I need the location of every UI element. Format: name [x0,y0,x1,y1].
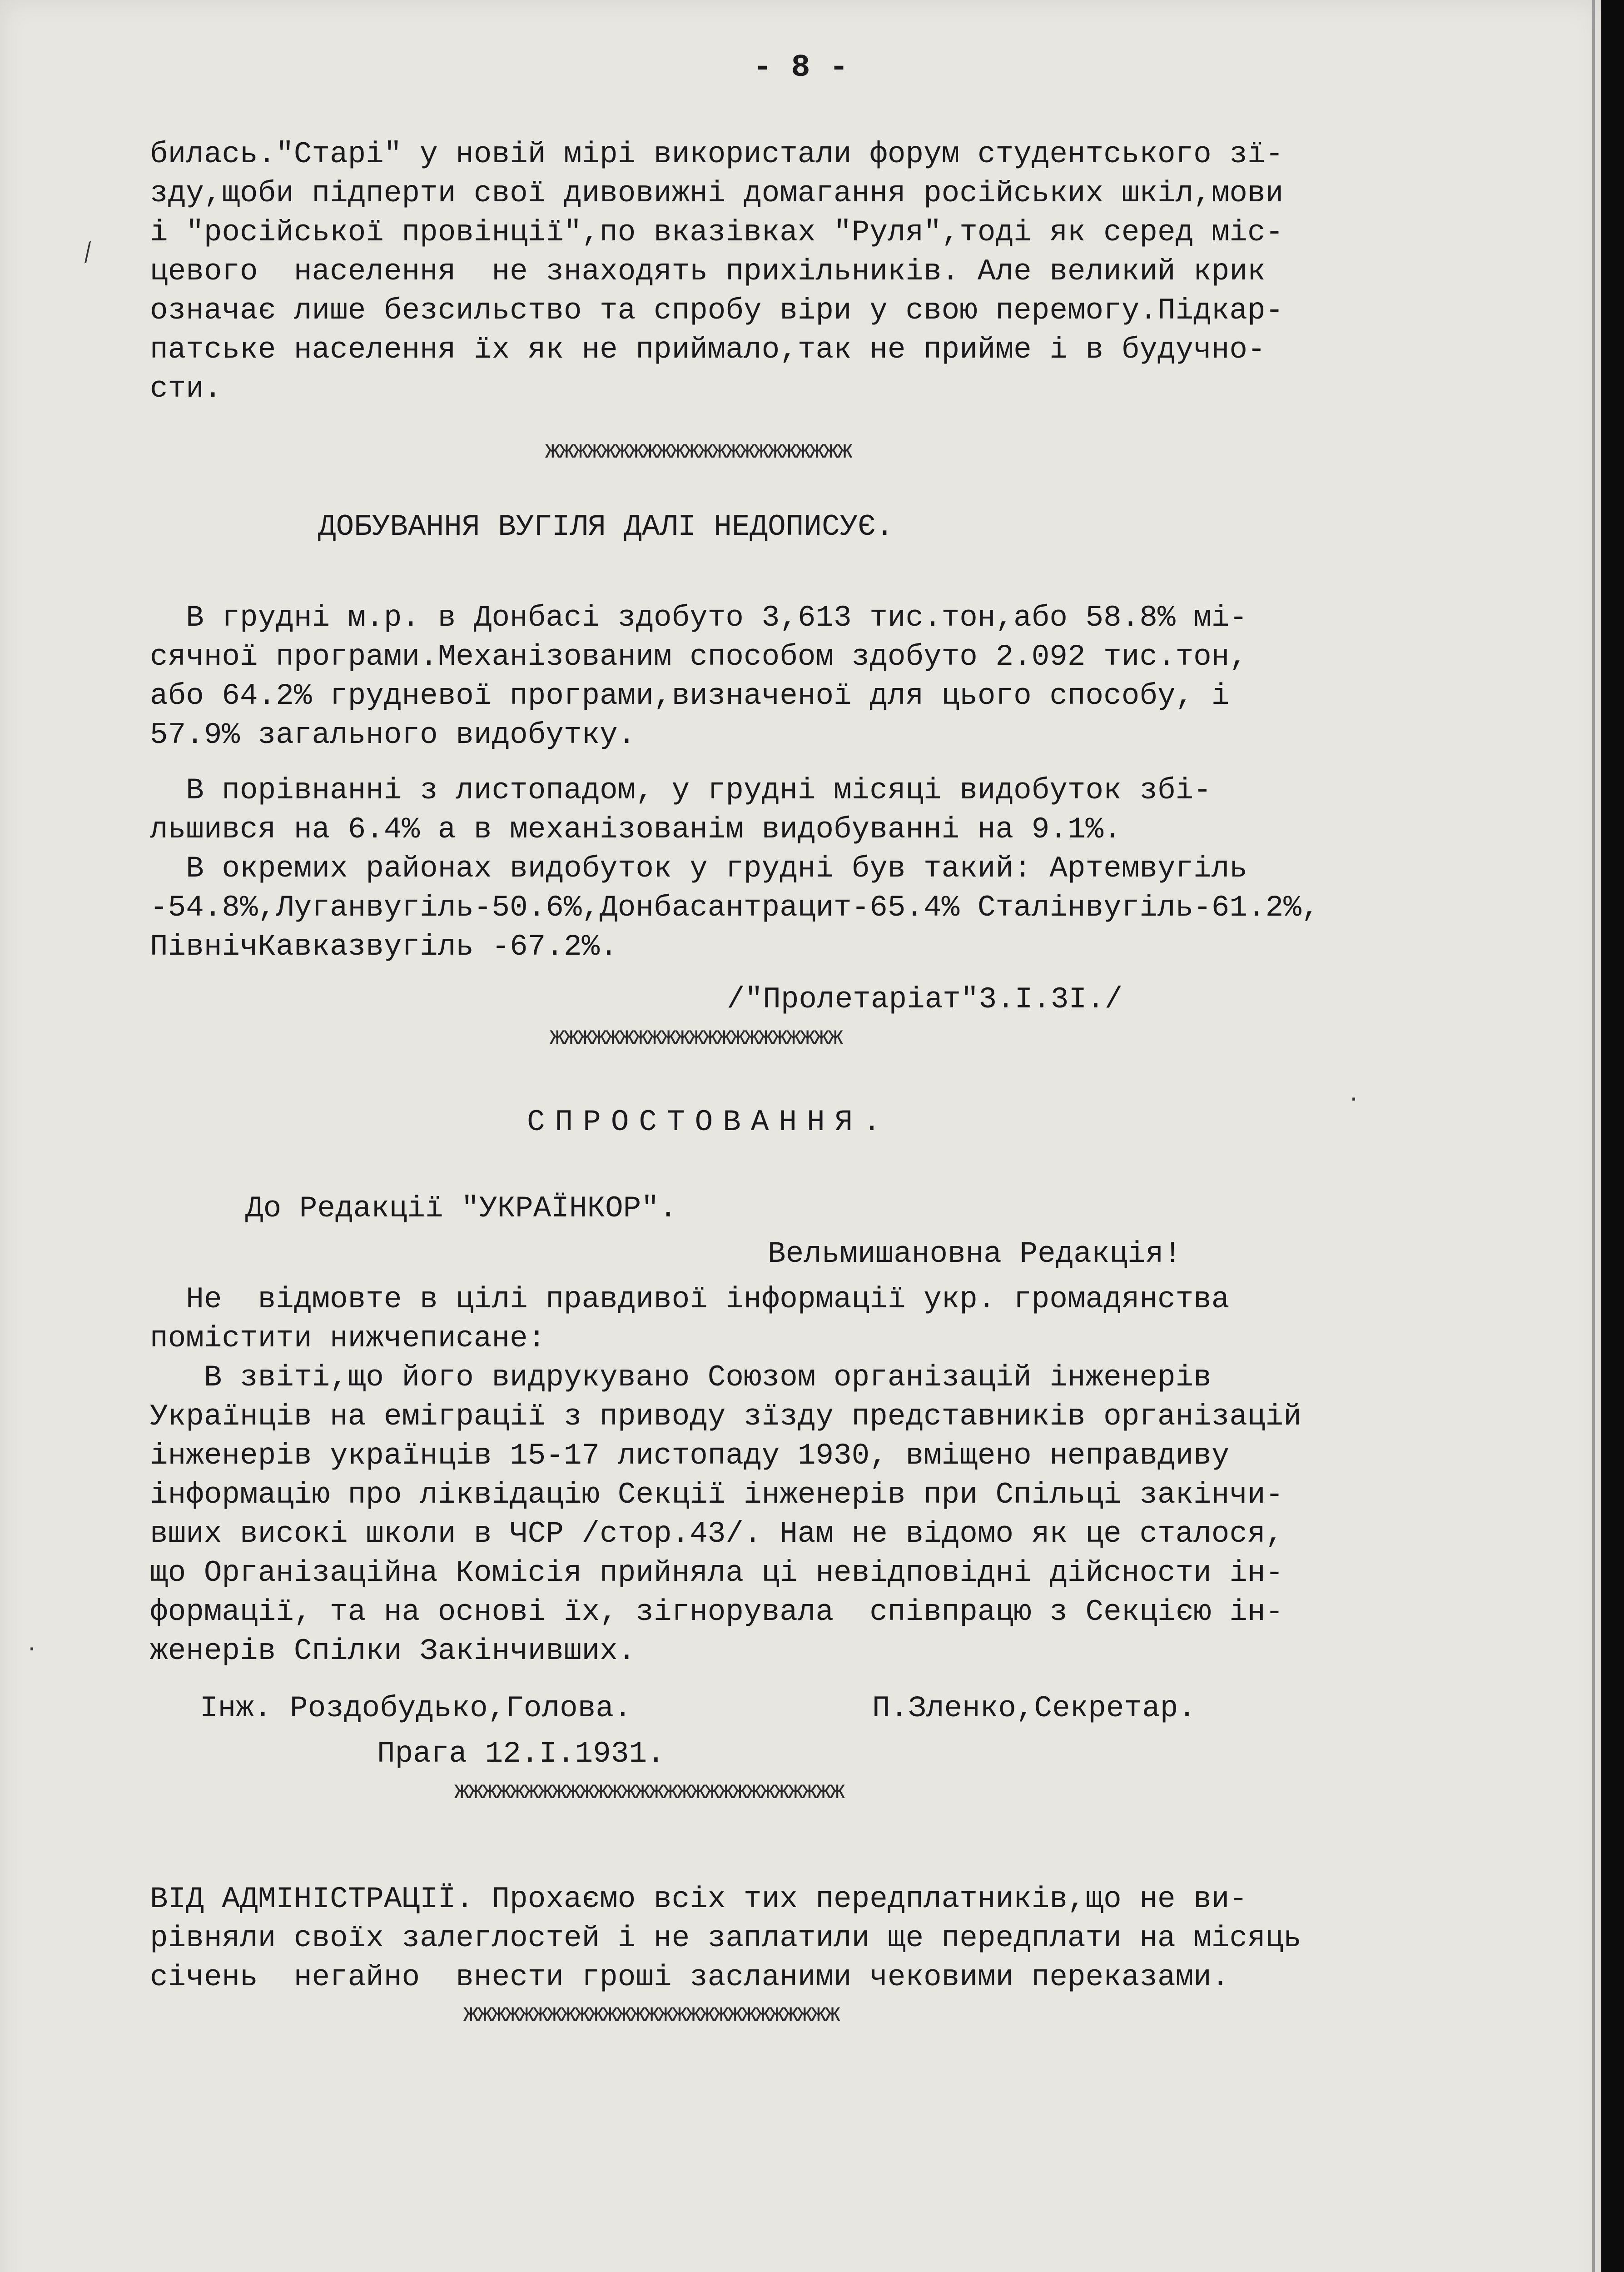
admin-line-3: січень негайно внести гроші засланими чековими переказами. [150,1960,1230,1994]
correction-line-1: Не відмовте в цілі правдивої інформації укр. громадянства [150,1282,1230,1316]
coal-source: /"Пролетаріат"3.I.3I./ [727,982,1123,1016]
coal-line-7: В окремих районах видобуток у грудні був такий: Артемвугіль [150,852,1247,886]
coal-line-4: 57.9% загального видобутку. [150,718,636,752]
correction-line-6: інформацію про ліквідацію Секції інженерів при Спільці закінчи- [150,1478,1284,1512]
signature-chairman: Інж. Роздобудько,Голова. [200,1691,632,1725]
coal-line-2: сячної програми.Механізованим способом здобуто 2.092 тис.тон, [150,640,1247,674]
intro-line-4: цевого населення не знаходять прихільників. Але великий крик [150,254,1266,289]
scan-dot: · [1349,1082,1358,1112]
intro-line-7: сти. [150,372,222,406]
coal-line-8: -54.8%,Луганвугіль-50.6%,Донбасантрацит-65.4% Сталінвугіль-61.2%, [150,891,1320,925]
separator-4: жжжжжжжжжжжжжжжжжжжжжжжжжжж [463,1999,839,2028]
correction-salutation: Вельмишановна Редакція! [768,1237,1182,1271]
correction-addressee: До Редакції "УКРАЇНКОР". [245,1191,677,1226]
separator-3: жжжжжжжжжжжжжжжжжжжжжжжжжжжж [454,1777,844,1806]
correction-line-8: що Організаційна Комісія прийняла ці невідповідні дійсности ін- [150,1556,1284,1590]
correction-line-3: В звіті,що його видрукувано Союзом організацій інженерів [150,1360,1212,1395]
intro-line-5: означає лише безсильство та спробу віри у свою перемогу.Підкар- [150,294,1284,328]
separator-2: жжжжжжжжжжжжжжжжжжжжж [550,1022,842,1051]
correction-line-7: вших високі школи в ЧСР /стор.43/. Нам не відомо як це сталося, [150,1517,1284,1551]
scan-mark: ⁄ [81,237,96,267]
coal-title: ДОБУВАННЯ ВУГІЛЯ ДАЛІ НЕДОПИСУЄ. [318,510,894,544]
admin-line-1: ВІД АДМІНІСТРАЦІЇ. Прохаємо всіх тих передплатників,що не ви- [150,1882,1247,1916]
coal-line-9: ПівнічКавказвугіль -67.2%. [150,930,618,964]
place-date: Прага 12.I.1931. [377,1737,665,1771]
signature-secretary: П.Зленко,Секретар. [872,1691,1196,1725]
correction-line-2: помістити нижчеписане: [150,1321,546,1355]
intro-line-1: билась."Старі" у новій мірі використали форум студентського зї- [150,137,1284,171]
scan-border [1601,0,1624,2272]
coal-line-6: льшився на 6.4% а в механізованім видобуванні на 9.1%. [150,812,1122,847]
coal-line-1: В грудні м.р. в Донбасі здобуто 3,613 тис.тон,або 58.8% мі- [150,601,1247,635]
page-edge-line [1592,0,1595,2272]
correction-line-5: інженерів українців 15-17 листопаду 1930, вміщено неправдиву [150,1439,1230,1473]
correction-line-9: формації, та на основі їх, зігнорувала співпрацю з Секцією ін- [150,1595,1284,1629]
correction-title: СПРОСТОВАННЯ. [527,1105,891,1139]
correction-line-10: женерів Спілки Закінчивших. [150,1634,636,1668]
page-number: - 8 - [753,50,849,86]
correction-line-4: Українців на еміграції з приводу зїзду представників організацій [150,1400,1301,1434]
coal-line-5: В порівнанні з листопадом, у грудні місяці видобуток збі- [150,773,1212,807]
scan-dot: · [27,1632,36,1662]
intro-line-3: і "російської провінції",по вказівках "Руля",тоді як серед міс- [150,215,1284,249]
intro-line-6: патське населення їх як не приймало,так не прийме і в будучно- [150,333,1266,367]
intro-line-2: зду,щоби підперти свої дивовижні домагання російських шкіл,мови [150,176,1284,210]
separator-1: жжжжжжжжжжжжжжжжжжжжжж [545,436,851,465]
admin-line-2: рівняли своїх залеглостей і не заплатили ще передплати на місяць [150,1921,1301,1955]
coal-line-3: або 64.2% грудневої програми,визначеної для цього способу, і [150,679,1230,713]
